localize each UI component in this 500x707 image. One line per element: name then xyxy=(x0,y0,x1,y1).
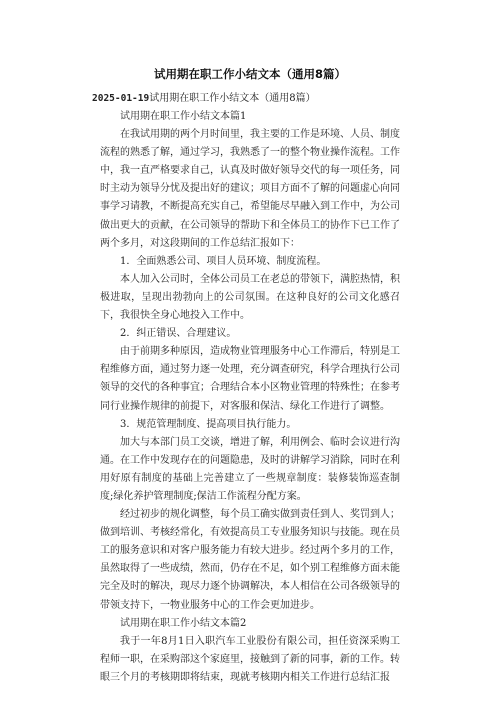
date-line-text: 试用期在职工作小结文本（通用8篇） xyxy=(149,93,316,104)
heading-1: 1．全面熟悉公司、项目人员环境、制度流程。 xyxy=(120,255,327,267)
heading-3: 3．规范管理制度、提高项目执行能力。 xyxy=(120,418,297,430)
paragraph-5: 经过初步的规化调整，每个员工确实做到责任到人、奖罚到人；做到培训、考核经常化，有效提高员工专业服务知识与技能。现在员工的服务意识和对客户服务能力有较大进步。经过两个多月的工作，虽然取得了一些成绩，然而，仍存在不足，如个别工程维修方面未能完全及时的解决，现尽力逐个协调解决，本人相信在公司各级领导的带领支持下，一物业服务中心的工作会更加进步。 xyxy=(100,509,400,611)
date-line xyxy=(92,90,400,108)
paragraph-2: 本人加入公司时，全体公司员工在老总的带领下，满腔热情，积极进取，呈现出勃勃向上的公司氛围。在这种良好的公司文化感召下，我很快全身心地投入工作中。 xyxy=(100,273,400,322)
paragraph-1: 在我试用期的两个月时间里，我主要的工作是环境、人员、制度流程的熟悉了解，通过学习，我熟悉了一的整个物业操作流程。工作中，我一直严格要求自己，认真及时做好领导交代的每一项任务，同时主动为领导分忧及提出好的建议；项目方面不了解的问题虚心向同事学习请教，不断提高充实自己，希望能尽早融入到工作中，为公司做出更大的贡献，在公司领导的帮助下和全体员工的协作下已工作了两个多月，对这段期间的工作总结汇报如下： xyxy=(100,129,400,249)
section-title-1: 试用期在职工作小结文本篇1 xyxy=(120,111,247,122)
paragraph-3: 由于前期多种原因，造成物业管理服务中心工作滞后，特别是工程维修方面，通过努力逐一处理，充分调查研究，科学合理执行公司领导的交代的各种事宜；合理结合本小区物业管理的特殊性；在参考同行业操作规律的前提下，对客服和保洁、绿化工作进行了调整。 xyxy=(100,346,400,412)
paragraph-6: 我于一年8月1日入职汽车工业股份有限公司，担任资深采购工程师一职，在采购部这个家庭里，接触到了新的同事，新的工作。转眼三个月的考核期即将结束，现就考核期内相关工作进行总结汇报 xyxy=(100,635,400,683)
paragraph-4: 加大与本部门员工交谈，增进了解，利用例会、临时会议进行沟通。在工作中发现存在的问题隐患，及时的讲解学习消除，同时在利用好原有制度的基础上完善建立了一些规章制度：装修装饰巡查制度;绿化养护管理制度;保洁工作流程分配方案。 xyxy=(100,436,400,502)
publish-date: 2025-01-19 xyxy=(92,93,150,104)
page-title: 试用期在职工作小结文本（通用8篇） xyxy=(154,67,346,81)
section-title-2: 试用期在职工作小结文本篇2 xyxy=(120,617,247,629)
heading-2: 2．纠正错误、合理建议。 xyxy=(120,328,237,340)
document-body xyxy=(92,90,400,687)
